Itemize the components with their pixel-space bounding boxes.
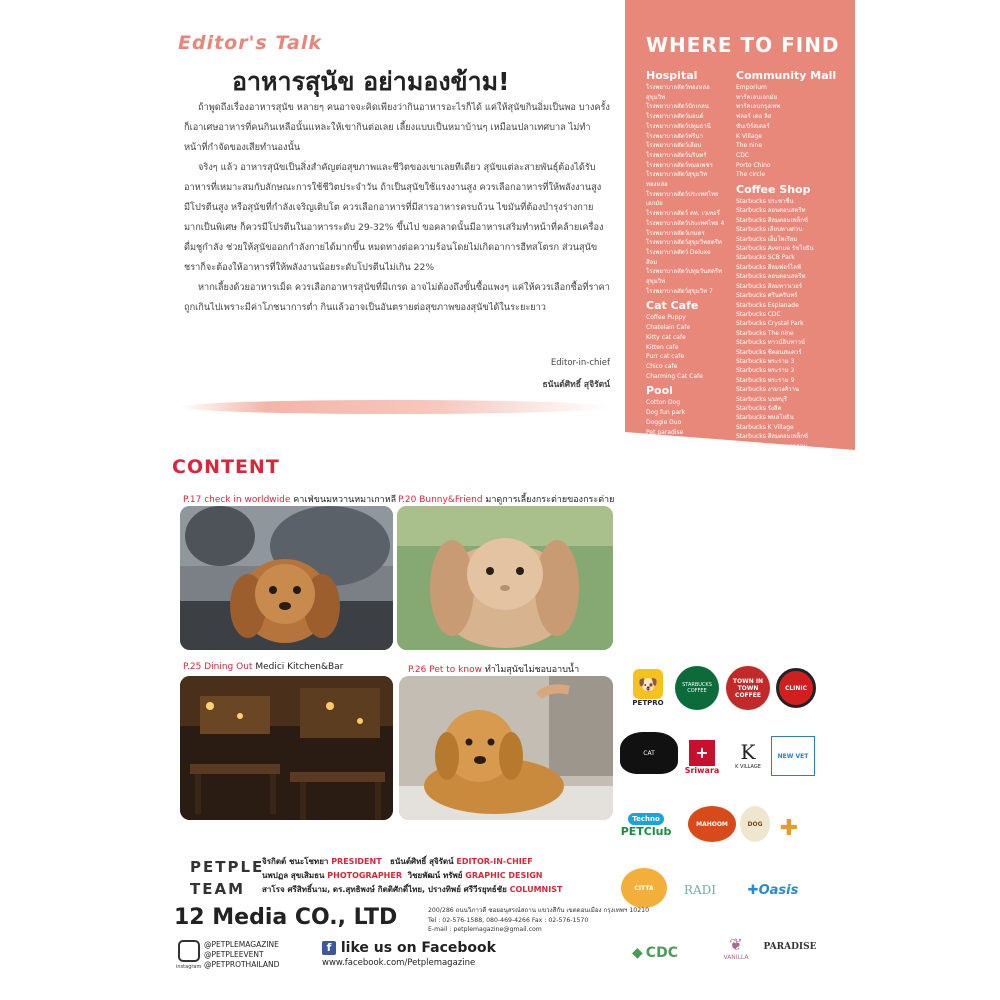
directory-item: Starbucks Fashion Island: [736, 517, 811, 525]
logo-text: MAHOOM: [696, 820, 728, 828]
content-desc: Medici Kitchen&Bar: [255, 662, 344, 672]
address-line: 200/286 ถนนวิภาวดี ซอยอนุสรณ์สถาน แขวงสีกัน เขตดอนเมือง กรุงเทพฯ 10210: [428, 907, 650, 914]
brush-stroke-divider: [180, 400, 610, 414]
editors-talk-body: [184, 98, 610, 318]
page-number: P.25: [183, 662, 202, 672]
directory-item: โรงพยาบาลสัตว์สุขุมวิท 7: [646, 287, 713, 295]
directory-item: Porto Chino: [736, 161, 771, 169]
company-address: [428, 906, 649, 935]
coffee-shop-list-extra: [736, 536, 848, 555]
directory-item: Pet Class Dept สีลม: [646, 532, 703, 540]
member-role: EDITOR-IN-CHIEF: [456, 857, 533, 866]
directory-item: Starbucks ซีคอนสแควร์: [736, 348, 802, 356]
directory-item: โรงพยาบาลสัตว์ประเทศไทย: [646, 190, 719, 198]
starbucks-logo: [675, 666, 719, 710]
directory-item: Starbucks Gourmet Market: [736, 508, 817, 516]
pool-list: [646, 398, 730, 466]
photo-rabbit[interactable]: [397, 506, 613, 650]
paragraph: หากเลี้ยงด้วยอาหารเม็ด ควรเลือกอาหารสุนัขที่มีเกรด อาจไม่ต้องถึงขั้นซื้อแพงๆ แค่ให้ควรเลือกซื้อที่ราคาถูกเกินไปเพราะมีค่าโภชนาการต่ำ กินแล้วอาจเป็นอันตรายต่อสุขภาพของสุนัขได้ในระยะยาว: [184, 282, 610, 313]
directory-item: Cotton Dog: [646, 399, 681, 407]
directory-item: Starbucks Emporium ชั้น 1: [736, 452, 815, 459]
petclub-logo: [622, 804, 670, 846]
community-mall-list: [736, 83, 848, 180]
photo-restaurant[interactable]: [180, 676, 393, 820]
signature-name: ธนันต์ศิทธิ์ สุจิรัตน์: [542, 380, 610, 390]
directory-item: Chico cafe: [646, 362, 678, 370]
town-in-town-logo: [726, 666, 770, 710]
logo-text: Techno: [628, 813, 664, 825]
directory-item: Starbucks รังสิต: [736, 404, 782, 412]
sriwara-logo: + Sriwara: [680, 734, 724, 780]
logo-text: TOWN IN TOWN COFFEE: [732, 677, 764, 699]
coffee-shop-list: [736, 197, 848, 536]
dog-cafe-illustration: [180, 506, 393, 650]
directory-item: สุขุมวิท: [646, 93, 666, 101]
member-name: วิชยพัฒน์ ทรัพย์: [407, 871, 463, 880]
directory-item: Starbucks สีลมคอมเพล็กซ์: [736, 433, 808, 441]
facebook-text: like us on Facebook: [340, 940, 496, 956]
directory-item: Starbucks งามวงศ์วาน: [736, 386, 799, 394]
directory-item: Dog fun park: [646, 409, 686, 417]
signature: [500, 352, 610, 396]
directory-item: Summer Dog Pool: [646, 457, 700, 465]
content-caption: [183, 662, 343, 672]
directory-item: Starbucks J Avenue: [736, 480, 794, 488]
directory-item: โรงพยาบาลสัตว์สุขุมวิท: [646, 171, 708, 179]
directory-item: Starbucks K Village: [736, 423, 794, 431]
cdc-logo: ◆ CDC: [632, 945, 678, 961]
new-vet-logo: [771, 736, 815, 776]
directory-item: Starbucks พหลโยธิน: [736, 414, 794, 422]
directory-item: โรงพยาบาลสัตว์หมอเพชร: [646, 161, 713, 169]
instagram-label: instagram: [176, 964, 202, 970]
directory-item: K Village: [736, 132, 762, 140]
cat-logo: [620, 732, 678, 774]
content-caption: [408, 662, 579, 676]
logo-text: CDC: [645, 945, 678, 961]
directory-item: Starbucks SCB Park: [736, 254, 795, 262]
directory-item: เอกมัย: [646, 200, 663, 208]
directory-item: Starbucks สีลมคอมเพล็กซ์: [736, 216, 808, 224]
directory-item: Starbucks เลียบทางด่วน: [736, 226, 803, 234]
page-number: P.26: [408, 665, 427, 675]
paragraph: ถ้าพูดถึงเรื่องอาหารสุนัข หลายๆ คนอาจจะคิดเพียงว่ากินอาหารอะไรก็ได้ แค่ให้สุนัขกินอิ่มเป็นพอ บางครั้งก็เอาเศษอาหารที่คนกินเหลือนั้นแหละให้เขากินต่อเลย เลี้ยงแบบเป็นหมาบ้านๆ เหมือนปลาเทศบาล ไม่ทำหน้าที่กำจัดของเสียทำนองนั้น: [184, 102, 610, 153]
directory-item: โรงพยาบาลสัตว์ปักเกลน: [646, 103, 709, 111]
logo-text: K VILLAGE: [735, 764, 761, 770]
directory-item: Chatelain Cafe: [646, 324, 691, 332]
directory-item: Starbucks Gateway: [736, 470, 795, 478]
facebook-url[interactable]: www.facebook.com/Petplemagazine: [322, 958, 476, 968]
directory-item: Starbucks Seacon: [736, 546, 790, 554]
logo-text: VANILLA: [723, 954, 749, 961]
paradise-logo: [760, 934, 820, 960]
directory-item: Starbucks สีลมทาวเวอร์: [736, 282, 802, 290]
content-desc: คาเฟ่ขนมหวานหมาเกาหลี: [293, 495, 397, 505]
directory-item: Starbucks Esplanade: [736, 301, 799, 309]
oasis-logo: ✚ Oasis: [747, 882, 799, 898]
logo-text: STARBUCKS COFFEE: [682, 682, 712, 694]
email-line: E-mail : petplemagazine@gmail.com: [428, 926, 542, 933]
facebook-cta[interactable]: [322, 940, 496, 956]
logo-text: CAT: [643, 749, 655, 757]
directory-item: ฟลอร์ เดอ ลิส: [736, 113, 772, 121]
team-line: [262, 883, 562, 897]
directory-item: Puppy Hub: [646, 447, 679, 455]
directory-item: Starbucks Avenue รัชโยธิน: [736, 245, 814, 253]
directory-item: Kitty cat cafe: [646, 333, 686, 341]
team-line: [262, 855, 562, 869]
content-caption: [183, 492, 396, 506]
radi-logo: [676, 870, 724, 910]
social-handle[interactable]: @PETPLEEVENT: [204, 950, 264, 959]
mahoom-logo: [688, 806, 736, 842]
team-title: [190, 856, 264, 900]
directory-item: Doggy Couture: [646, 571, 692, 579]
plus-logo: ✚: [779, 815, 799, 841]
directory-item: Pet Club สุขุมวิท: [646, 513, 692, 521]
content-kicker: check in worldwide: [204, 495, 291, 505]
directory-item: บ้านสัตว์เลี้ยง สุขุมวิท: [646, 484, 702, 492]
directory-item: Starbucks CDC: [736, 310, 781, 318]
directory-item: Emporium: [736, 84, 767, 91]
cat-cafe-heading: Cat Cafe: [646, 299, 699, 313]
logo-text: NEW VET: [777, 752, 809, 760]
directory-item: ซันเบิร์สเตอร์: [736, 122, 770, 130]
directory-item: CDC: [736, 151, 749, 159]
social-handle[interactable]: @PETPROTHAILAND: [204, 960, 280, 969]
content-title: CONTENT: [172, 456, 280, 478]
content-desc: มาดูการเลี้ยงกระต่ายของกระต่าย: [485, 495, 615, 505]
directory-item: โรงพยาบาลสัตว์ ตท. เวเทอรี่: [646, 210, 720, 218]
content-caption: [398, 492, 614, 506]
phone-line: Tel : 02-576-1588, 080-469-4266 Fax : 02-576-1570: [428, 916, 589, 924]
editors-talk-title: Editor's Talk: [178, 32, 323, 54]
signature-role: Editor-in-chief: [550, 358, 610, 368]
photo-golden-retriever[interactable]: [399, 676, 613, 820]
directory-item: Starbucks พระราม 9: [736, 376, 795, 384]
logo-text: Sriwara: [684, 765, 720, 775]
directory-item: Starbucks Crystal Park: [736, 320, 804, 328]
logo-text: DOG: [747, 820, 763, 828]
member-name: จิรกิตต์ ชนะโชทยา: [262, 857, 329, 866]
directory-item: สีลม: [646, 258, 658, 266]
logo-text: PETClub: [620, 824, 672, 838]
editors-talk-headline: อาหารสุนัข อย่ามองข้าม!: [232, 67, 510, 96]
directory-item: พาร์คเลนเอกมัย: [736, 93, 778, 101]
directory-item: Coffee Puppy: [646, 314, 686, 322]
team-title-line: PETPLE: [190, 858, 265, 876]
directory-item: Pet paradise: [646, 428, 684, 436]
directory-item: โรงพยาบาลสัตว์มอนด์: [646, 113, 704, 121]
team-line: [262, 869, 562, 883]
directory-item: โรงพยาบาลสัตว์ปทุมธานี: [646, 122, 711, 130]
member-role: PRESIDENT: [331, 857, 382, 866]
citta-logo: [621, 868, 667, 908]
petpro-logo: 🐶 PETPRO: [627, 664, 669, 712]
directory-item: Starbucks สีลมฟอร์ไลฟ์: [736, 263, 802, 271]
pet-shop-heading: Pet Shop: [646, 469, 702, 483]
directory-item: Starbucks The nine: [736, 329, 794, 337]
directory-item: พาร์คเลนกรุงเทพ: [736, 103, 781, 111]
directory-item: Golden Pet Shop: [646, 523, 696, 531]
directory-item: โรงพยาบาลสัตว์เกษตร: [646, 229, 705, 237]
pool-heading: Pool: [646, 384, 673, 398]
directory-item: The nine: [736, 142, 763, 150]
logo-text: CITTA: [634, 884, 654, 892]
directory-item: โรงพยาบาลสัตว์ปทุมวันสตรีท: [646, 268, 722, 276]
directory-item: Starbucks นนทบุรี: [736, 395, 787, 403]
rabbit-illustration: [397, 506, 613, 650]
directory-item: สุขุมวิท: [646, 278, 666, 286]
directory-item: บ้านสัตว์เลี้ยงรามอินทรา: [646, 494, 710, 502]
directory-item: Starbucks พระราม 3: [736, 357, 795, 365]
directory-item: Starbucks เอ็มโพเรียม: [736, 235, 798, 243]
directory-item: Doggie Duo: [646, 418, 682, 426]
clinic-logo: [776, 668, 816, 708]
hospital-heading: Hospital: [646, 69, 698, 82]
directory-item: โรงพยาบาลสัตว์ประเทศไทย 4: [646, 219, 725, 227]
golden-dog-illustration: [399, 676, 613, 820]
team-title-line: TEAM: [190, 880, 246, 898]
logo-text: PETPRO: [632, 699, 664, 707]
k-village-logo: K K VILLAGE: [735, 740, 761, 770]
member-name: สาโรจ ศรีสิทธิ์นาม, ดร.สุทธิพงษ์ กิตติศักดิ์ไทย, ปรางทิพย์ ศรีวีรยุทธ์ชัย: [262, 885, 507, 894]
cat-cafe-list: [646, 313, 730, 381]
instagram-icon[interactable]: [178, 940, 200, 962]
logo-text: Oasis: [758, 882, 799, 898]
paragraph: จริงๆ แล้ว อาหารสุนัขเป็นสิ่งสำคัญต่อสุขภาพและชีวิตของเขาเลยทีเดียว สุนัขแต่ละสายพันธุ์ต้องได้รับอาหารที่เหมาะสมกับลักษณะการใช้ชีวิตประจำวัน ถ้าเป็นสุนัขใช้แรงงานสูง ควรเลือกอาหารที่ให้พลังงานสูง มีโปรตีนสูง หรือสุนัขที่กำลังเจริญเติบโต ควรเลือกอาหารที่มีสารอาหารครบถ้วน ไขมันที่ต้องบำรุงร่างกายมากเป็นพิเศษ ก็ควรมีโปรตีนในอาหารระดับ 29-32% ขึ้นไป ขอคลาดนั้นมีอาหารเสริมทำหน้าที่คล้ายเครื่องดื่มชูกำลัง ช่วยให้สุนัขออกกำลังกายได้มากขึ้น หมดทางต่อความร้อนโดยไม่เกิดอาการฮีทสโตรก ส่วนสุนัขชราก็จะต้องให้อาหารที่ให้พลังงานน้อยระดับโปรตีนไม่เกิน 22%: [184, 162, 604, 273]
team-credits: [262, 855, 562, 897]
logo-text: CLINIC: [784, 684, 808, 692]
company-name: 12 Media CO., LTD: [174, 905, 398, 930]
directory-item: Doggie Pet Shop: [646, 561, 696, 569]
directory-item: Starbucks Central World: [736, 536, 809, 544]
directory-item: โรงพยาบาลสัตว์นรินทร์: [646, 151, 707, 159]
pet-shop-list: [646, 483, 730, 580]
directory-item: Starbucks พระราม 2: [736, 367, 795, 375]
directory-item: The circle: [736, 171, 766, 179]
directory-item: โรงพยาบาลสัตว์สุขุมวิทสตรีท: [646, 239, 722, 247]
community-mall-heading: Community Mall: [736, 69, 837, 82]
page-number: P.17: [183, 495, 202, 505]
directory-item: Pet Mall: [646, 542, 670, 550]
directory-item: Kitten cafe: [646, 343, 679, 351]
directory-item: Starbucks ประชาชื่น: [736, 198, 794, 206]
directory-item: โรงพยาบาลสัตว์เลียบ: [646, 142, 702, 150]
coffee-shop-heading: Coffee Shop: [736, 183, 811, 197]
member-name: นพปฏล สุขเสิมธน: [262, 871, 325, 880]
where-to-find-col-right: [736, 66, 848, 554]
restaurant-illustration: [180, 676, 393, 820]
social-handle[interactable]: @PETPLEMAGAZINE: [204, 940, 279, 949]
member-name: ธนันต์ศิทธิ์ สุจิรัตน์: [390, 857, 454, 866]
content-kicker: Dining Out: [204, 662, 253, 672]
facebook-icon: f: [322, 941, 336, 955]
directory-item: Starbucks ลอนดอนสตรีท: [736, 273, 806, 281]
directory-item: Jovi house: [646, 438, 677, 446]
where-to-find-col-left: [646, 66, 730, 580]
content-kicker: Bunny&Friend: [419, 495, 483, 505]
vanilla-logo: ❦ VANILLA: [723, 935, 749, 961]
directory-item: โรงพยาบาลสัตว์ฟรีนา: [646, 132, 703, 140]
directory-item: Starbucks ลอนดอนสตรีท: [736, 207, 806, 215]
photo-dog-cafe[interactable]: [180, 506, 393, 650]
directory-item: Starbucks ทาวน์อินทาวน์: [736, 339, 806, 347]
social-handles: [176, 940, 280, 970]
page-number: P.20: [398, 495, 417, 505]
directory-item: Starbucks ปิ่นเกล้า: [736, 489, 789, 497]
member-role: COLUMNIST: [509, 885, 563, 894]
directory-item: Starbucks สยามพารากอน: [736, 442, 808, 450]
directory-item: Purr cat cafe: [646, 353, 685, 361]
directory-item: Starbucks ศรีนครินทร์: [736, 292, 798, 300]
member-role: GRAPHIC DESIGN: [465, 871, 543, 880]
directory-item: โรงพยาบาลสัตว์ Deluxe: [646, 248, 711, 256]
directory-item: บ้านสัตว์เลี้ยงพัฒนาการ: [646, 503, 708, 511]
directory-item: Starbucks Esplanade รัชดา: [736, 499, 816, 507]
content-desc: ทำไมสุนัขไม่ชอบอาบน้ำ: [484, 665, 580, 675]
directory-item: Pet Lover Center: [646, 552, 697, 560]
where-to-find-title: WHERE TO FIND: [646, 33, 840, 57]
directory-item: Starbucks Avenue รัชโยธิน: [736, 527, 814, 535]
directory-item: Starbucks Emporium ชั้น 5: [736, 461, 815, 469]
member-role: PHOTOGRAPHER: [327, 871, 402, 880]
directory-item: Charming Cat Cafe: [646, 372, 703, 380]
directory-item: โรงพยาบาลสัตว์ทองหล่อ: [646, 84, 710, 91]
dog-logo: [740, 806, 770, 842]
directory-item: ทองหล่อ: [646, 181, 668, 189]
content-kicker: Pet to know: [429, 665, 482, 675]
logo-text: RADI: [683, 883, 717, 897]
logo-text: PARADISE: [763, 942, 817, 952]
hospital-list: [646, 83, 730, 296]
